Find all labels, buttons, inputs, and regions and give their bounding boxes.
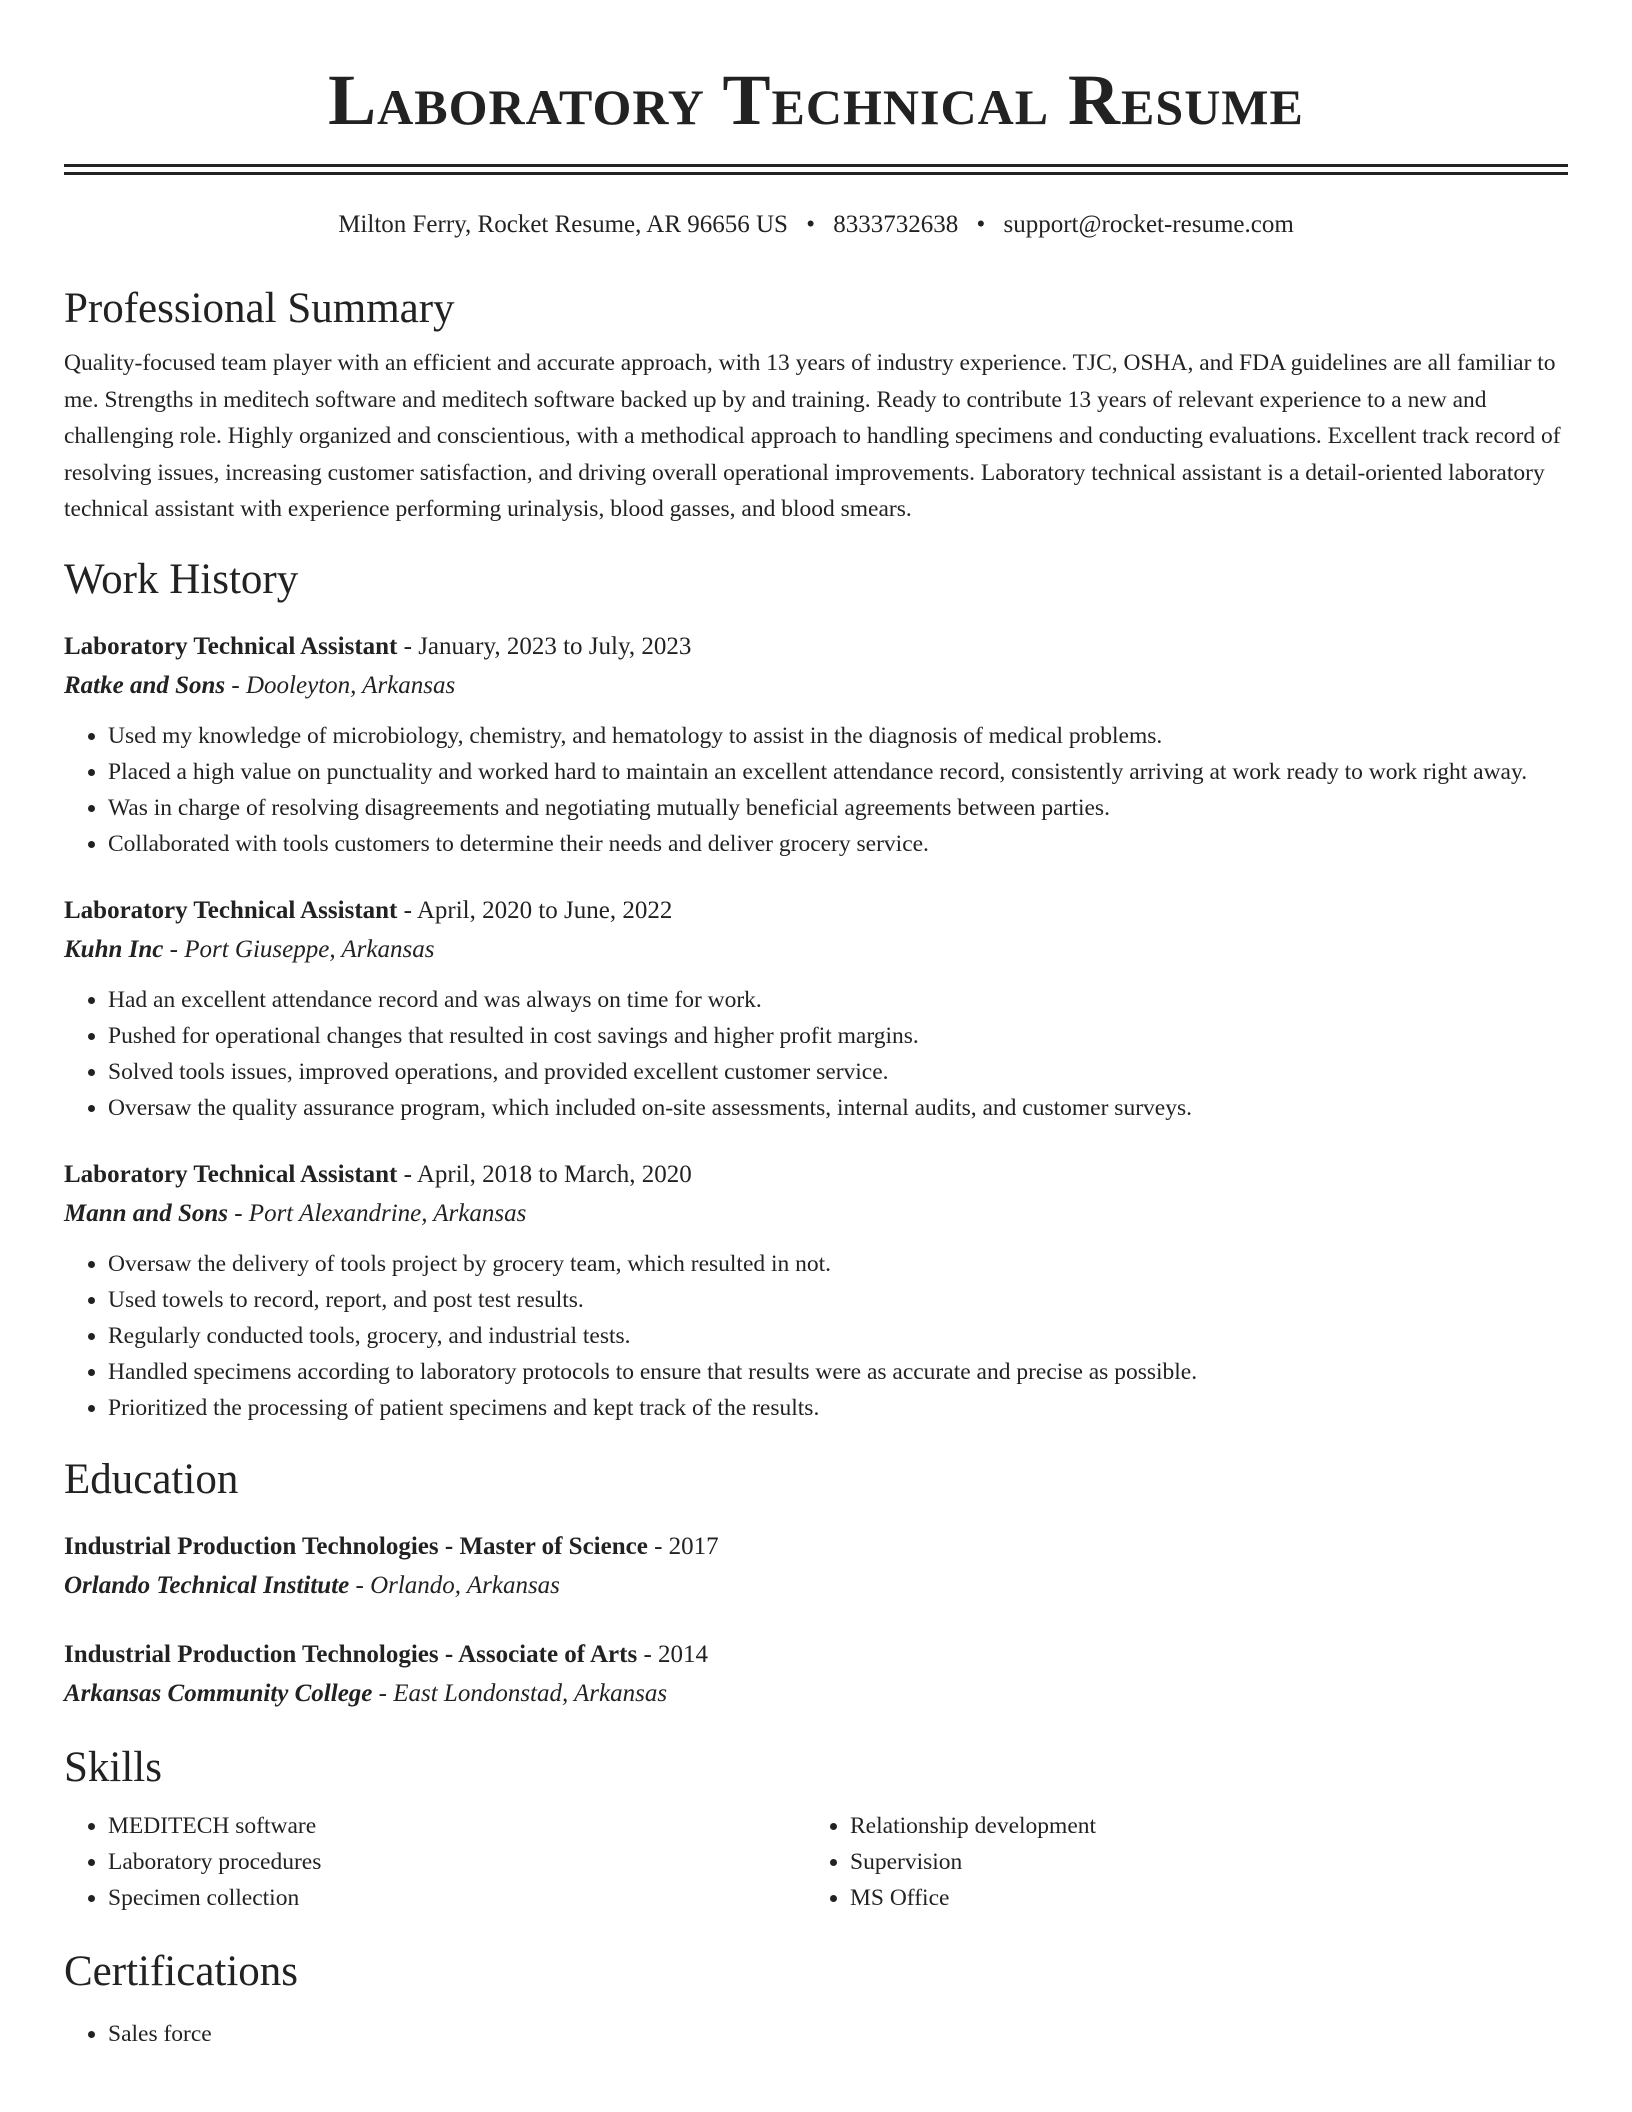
job-title-line: [64, 1156, 1568, 1194]
job-company: Kuhn Inc: [64, 935, 164, 963]
job-bullet: • Solved tools issues, improved operations, and provided excellent customer service.: [108, 1054, 1568, 1090]
skill-item: • MS Office: [850, 1880, 1548, 1916]
education-school-line: [64, 1674, 1568, 1714]
education-degree: Industrial Production Technologies - Associate of Arts: [64, 1640, 638, 1668]
education-school-line: [64, 1566, 1568, 1606]
skill-item: • MEDITECH software: [108, 1808, 806, 1844]
work-history-heading: Work History: [64, 555, 299, 603]
education-school: Orlando Technical Institute: [64, 1571, 350, 1599]
job-company: Ratke and Sons: [64, 671, 226, 699]
job-company-line: [64, 930, 1568, 970]
job-entry: [64, 1156, 1568, 1426]
job-bullet: • Collaborated with tools customers to determine their needs and deliver grocery service.: [108, 826, 1568, 862]
job-bullet: • Was in charge of resolving disagreements and negotiating mutually beneficial agreements between parties.: [108, 790, 1568, 826]
job-title: Laboratory Technical Assistant: [64, 632, 398, 660]
skill-item: • Specimen collection: [108, 1880, 806, 1916]
job-entry: [64, 892, 1568, 1126]
job-bullet: • Oversaw the delivery of tools project by grocery team, which resulted in not.: [108, 1246, 1568, 1282]
job-bullets: [64, 1246, 1568, 1426]
job-location: - Port Alexandrine, Arkansas: [227, 1199, 527, 1227]
skills-list-left: [64, 1808, 806, 1916]
job-bullet: • Oversaw the quality assurance program, which included on-site assessments, internal audits, and customer surveys.: [108, 1090, 1568, 1126]
job-dates: - April, 2020 to June, 2022: [397, 896, 673, 924]
summary-heading: Professional Summary: [64, 285, 455, 332]
education-year: - 2014: [637, 1640, 709, 1668]
job-bullet: • Handled specimens according to laboratory protocols to ensure that results were as accurate and precise as possible.: [108, 1354, 1568, 1390]
contact-phone: 8333732638: [833, 211, 959, 238]
education-degree-line: [64, 1528, 1568, 1566]
contact-line: [64, 209, 1568, 241]
certification-item: • Sales force: [108, 2016, 1568, 2052]
skill-item: • Relationship development: [850, 1808, 1548, 1844]
job-bullet: • Had an excellent attendance record and was always on time for work.: [108, 982, 1568, 1018]
education-heading: Education: [64, 1455, 239, 1503]
job-bullet: • Used towels to record, report, and post test results.: [108, 1282, 1568, 1318]
job-entry: [64, 628, 1568, 862]
education-degree-line: [64, 1636, 1568, 1674]
job-bullet: • Pushed for operational changes that resulted in cost savings and higher profit margins.: [108, 1018, 1568, 1054]
job-title-line: [64, 892, 1568, 930]
job-dates: - April, 2018 to March, 2020: [397, 1160, 692, 1188]
contact-separator: •: [806, 211, 815, 238]
skill-item: • Laboratory procedures: [108, 1844, 806, 1880]
job-bullet: • Prioritized the processing of patient specimens and kept track of the results.: [108, 1390, 1568, 1426]
skills-heading: Skills: [64, 1743, 162, 1791]
education-section: [64, 1454, 1568, 1714]
education-location: - Orlando, Arkansas: [349, 1571, 560, 1599]
job-bullet: • Used my knowledge of microbiology, chemistry, and hematology to assist in the diagnosis of medical problems.: [108, 718, 1568, 754]
work-history-section: [64, 554, 1568, 1426]
job-bullets: [64, 982, 1568, 1126]
job-bullet: • Regularly conducted tools, grocery, and industrial tests.: [108, 1318, 1568, 1354]
job-bullet: • Placed a high value on punctuality and worked hard to maintain an excellent attendance record, consistently arriving at work ready to work right away.: [108, 754, 1568, 790]
certifications-heading: Certifications: [64, 1947, 299, 1995]
summary-text: Quality-focused team player with an efficient and accurate approach, with 13 years of industry experience. TJC, OSHA, and FDA guidelines are all familiar to me. Strengths in meditech software and meditech software backed up by and training. Ready to contribute 13 years of relevant experience to a new and challenging role. Highly organized and conscientious, with a methodical approach to handling specimens and conducting evaluations. Excellent track record of resolving issues, increasing customer satisfaction, and driving overall operational improvements. Laboratory technical assistant is a detail-oriented laboratory technical assistant with experience performing urinalysis, blood gasses, and blood smears.: [64, 350, 1561, 522]
education-location: - East Londonstad, Arkansas: [372, 1679, 668, 1707]
job-title: Laboratory Technical Assistant: [64, 1160, 398, 1188]
skills-list-right: [806, 1808, 1548, 1916]
education-year: - 2017: [647, 1532, 719, 1560]
title-rule-bottom: [64, 172, 1568, 175]
skill-item: • Supervision: [850, 1844, 1548, 1880]
resume-title: Laboratory Technical Resume: [328, 60, 1304, 140]
education-entry: [64, 1528, 1568, 1606]
contact-separator: •: [976, 211, 986, 238]
job-location: - Dooleyton, Arkansas: [225, 671, 456, 699]
job-location: - Port Giuseppe, Arkansas: [163, 935, 435, 963]
job-title: Laboratory Technical Assistant: [64, 896, 398, 924]
certifications-section: [64, 1946, 1568, 2052]
skills-columns: [64, 1808, 1568, 1916]
contact-address: Milton Ferry, Rocket Resume, AR 96656 US: [338, 211, 788, 238]
title-rule-top: [64, 164, 1568, 167]
certifications-list: [64, 2016, 1568, 2052]
job-company: Mann and Sons: [64, 1199, 228, 1227]
skills-section: [64, 1742, 1568, 1916]
contact-email: support@rocket-resume.com: [1003, 211, 1294, 238]
education-school: Arkansas Community College: [64, 1679, 373, 1707]
job-dates: - January, 2023 to July, 2023: [397, 632, 692, 660]
education-degree: Industrial Production Technologies - Master of Science: [64, 1532, 648, 1560]
education-entry: [64, 1636, 1568, 1714]
job-title-line: [64, 628, 1568, 666]
job-bullets: [64, 718, 1568, 862]
job-company-line: [64, 1194, 1568, 1234]
job-company-line: [64, 666, 1568, 706]
summary-section: [64, 283, 1568, 528]
